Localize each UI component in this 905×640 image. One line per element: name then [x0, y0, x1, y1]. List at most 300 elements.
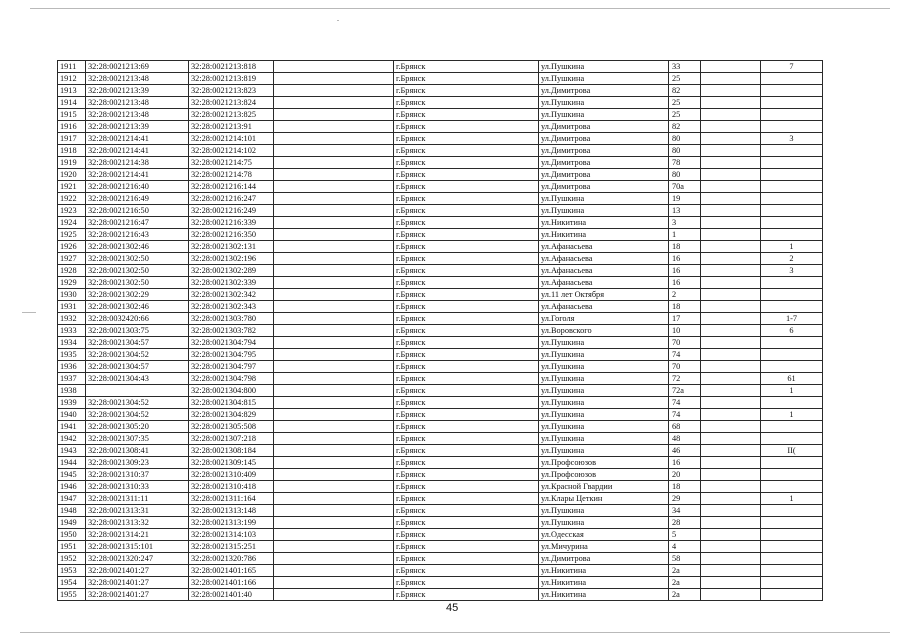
cell-blank [701, 133, 761, 145]
cell-house-number: 28 [669, 517, 701, 529]
cell-apartment-number: 1 [761, 385, 823, 397]
cell-cadastral-number-object: 32:28:0021303:780 [189, 313, 274, 325]
cell-blank [701, 517, 761, 529]
cell-row-number: 1939 [58, 397, 86, 409]
cell-blank [701, 385, 761, 397]
cell-blank [701, 109, 761, 121]
cell-row-number: 1932 [58, 313, 86, 325]
cell-cadastral-number-object: 32:28:0021313:148 [189, 505, 274, 517]
cell-blank [701, 121, 761, 133]
cell-house-number: 16 [669, 277, 701, 289]
cell-row-number: 1914 [58, 97, 86, 109]
table-row [58, 169, 823, 181]
cell-street: ул.11 лет Октября [539, 289, 669, 301]
cell-apartment-number [761, 301, 823, 313]
cell-cadastral-number-parcel: 32:28:0021311:11 [86, 493, 189, 505]
cell-street: ул.Мичурина [539, 541, 669, 553]
cell-cadastral-number-parcel: 32:28:0021309:23 [86, 457, 189, 469]
cell-row-number: 1941 [58, 421, 86, 433]
cell-blank [274, 421, 394, 433]
scan-mark-dot [337, 20, 339, 21]
cell-cadastral-number-object: 32:28:0021303:782 [189, 325, 274, 337]
cell-city: г.Брянск [394, 193, 539, 205]
cell-cadastral-number-parcel: 32:28:0021302:46 [86, 301, 189, 313]
cell-street: ул.Профсоюзов [539, 457, 669, 469]
cell-blank [701, 277, 761, 289]
table-row [58, 517, 823, 529]
cell-cadastral-number-parcel: 32:28:0021302:50 [86, 253, 189, 265]
cell-row-number: 1921 [58, 181, 86, 193]
cell-blank [274, 541, 394, 553]
cell-apartment-number [761, 169, 823, 181]
cell-blank [701, 313, 761, 325]
cell-blank [701, 361, 761, 373]
cell-city: г.Брянск [394, 565, 539, 577]
cell-blank [701, 349, 761, 361]
cell-apartment-number [761, 97, 823, 109]
cell-apartment-number: 1 [761, 493, 823, 505]
cell-street: ул.Пушкина [539, 337, 669, 349]
cell-city: г.Брянск [394, 529, 539, 541]
cell-house-number: 5 [669, 529, 701, 541]
cell-blank [274, 121, 394, 133]
cell-cadastral-number-object: 32:28:0021304:797 [189, 361, 274, 373]
cell-cadastral-number-object: 32:28:0021304:829 [189, 409, 274, 421]
cell-blank [274, 205, 394, 217]
cell-blank [274, 397, 394, 409]
cell-house-number: 33 [669, 61, 701, 73]
cell-cadastral-number-object: 32:28:0021214:102 [189, 145, 274, 157]
cell-blank [701, 553, 761, 565]
cell-city: г.Брянск [394, 553, 539, 565]
cell-cadastral-number-object: 32:28:0021302:342 [189, 289, 274, 301]
cell-row-number: 1923 [58, 205, 86, 217]
cell-blank [701, 205, 761, 217]
cell-apartment-number [761, 73, 823, 85]
cell-blank [701, 589, 761, 601]
cell-house-number: 48 [669, 433, 701, 445]
cell-blank [274, 445, 394, 457]
cell-street: ул.Пушкина [539, 349, 669, 361]
cell-blank [274, 301, 394, 313]
cell-apartment-number [761, 157, 823, 169]
cell-street: ул.Пушкина [539, 97, 669, 109]
cell-cadastral-number-object: 32:28:0021213:91 [189, 121, 274, 133]
cell-row-number: 1945 [58, 469, 86, 481]
cell-cadastral-number-object: 32:28:0021304:815 [189, 397, 274, 409]
cell-cadastral-number-parcel: 32:28:0021313:31 [86, 505, 189, 517]
cell-cadastral-number-object: 32:28:0021213:818 [189, 61, 274, 73]
cell-row-number: 1925 [58, 229, 86, 241]
cell-blank [701, 337, 761, 349]
cell-street: ул.Афанасьева [539, 253, 669, 265]
cell-house-number: 2а [669, 577, 701, 589]
cell-blank [274, 157, 394, 169]
cell-street: ул.Димитрова [539, 157, 669, 169]
cell-city: г.Брянск [394, 349, 539, 361]
cell-blank [274, 97, 394, 109]
table-row [58, 457, 823, 469]
cell-city: г.Брянск [394, 217, 539, 229]
cell-street: ул.Пушкина [539, 397, 669, 409]
cell-blank [274, 229, 394, 241]
cell-cadastral-number-parcel: 32:28:0021313:32 [86, 517, 189, 529]
cell-cadastral-number-parcel: 32:28:0021213:48 [86, 97, 189, 109]
cell-street: ул.Клары Цеткин [539, 493, 669, 505]
cell-house-number: 25 [669, 97, 701, 109]
cell-city: г.Брянск [394, 157, 539, 169]
cell-apartment-number: II( [761, 445, 823, 457]
cell-house-number: 1 [669, 229, 701, 241]
cell-house-number: 2а [669, 565, 701, 577]
cell-blank [701, 301, 761, 313]
cell-cadastral-number-parcel: 32:28:0021304:57 [86, 361, 189, 373]
cell-blank [701, 265, 761, 277]
cell-blank [274, 241, 394, 253]
cell-cadastral-number-parcel: 32:28:0021216:40 [86, 181, 189, 193]
cell-row-number: 1924 [58, 217, 86, 229]
cell-city: г.Брянск [394, 409, 539, 421]
cell-blank [274, 325, 394, 337]
cell-house-number: 16 [669, 253, 701, 265]
cell-city: г.Брянск [394, 433, 539, 445]
page-number: 45 [446, 602, 459, 614]
cell-street: ул.Димитрова [539, 145, 669, 157]
cell-apartment-number [761, 421, 823, 433]
cell-blank [274, 361, 394, 373]
table-row [58, 61, 823, 73]
cell-apartment-number [761, 469, 823, 481]
cell-blank [701, 241, 761, 253]
cell-house-number: 72а [669, 385, 701, 397]
cell-city: г.Брянск [394, 265, 539, 277]
cell-street: ул.Никитина [539, 229, 669, 241]
cell-blank [274, 61, 394, 73]
cell-house-number: 25 [669, 73, 701, 85]
cell-row-number: 1933 [58, 325, 86, 337]
cell-cadastral-number-parcel: 32:28:0021310:33 [86, 481, 189, 493]
cell-city: г.Брянск [394, 457, 539, 469]
cell-blank [701, 373, 761, 385]
cell-cadastral-number-object: 32:28:0021216:247 [189, 193, 274, 205]
cell-street: ул.Димитрова [539, 169, 669, 181]
cell-apartment-number [761, 577, 823, 589]
cell-cadastral-number-parcel: 32:28:0021315:101 [86, 541, 189, 553]
cell-house-number: 29 [669, 493, 701, 505]
cell-street: ул.Афанасьева [539, 265, 669, 277]
cell-house-number: 18 [669, 241, 701, 253]
cell-blank [701, 169, 761, 181]
cell-blank [701, 217, 761, 229]
table-row [58, 205, 823, 217]
cell-cadastral-number-parcel: 32:28:0021216:50 [86, 205, 189, 217]
table-row [58, 217, 823, 229]
cell-cadastral-number-parcel: 32:28:0021304:43 [86, 373, 189, 385]
cell-city: г.Брянск [394, 541, 539, 553]
cell-blank [274, 589, 394, 601]
cell-cadastral-number-parcel: 32:28:0021302:50 [86, 277, 189, 289]
cell-row-number: 1948 [58, 505, 86, 517]
table-row [58, 241, 823, 253]
cell-blank [701, 193, 761, 205]
cell-house-number: 74 [669, 349, 701, 361]
cell-city: г.Брянск [394, 325, 539, 337]
cell-apartment-number: 61 [761, 373, 823, 385]
cell-city: г.Брянск [394, 61, 539, 73]
cell-city: г.Брянск [394, 277, 539, 289]
cell-blank [701, 577, 761, 589]
cell-cadastral-number-parcel: 32:28:0021304:52 [86, 409, 189, 421]
registry-table-body [58, 61, 823, 601]
cell-cadastral-number-object: 32:28:0021313:199 [189, 517, 274, 529]
cell-cadastral-number-object: 32:28:0021216:350 [189, 229, 274, 241]
cell-cadastral-number-parcel: 32:28:0032420:66 [86, 313, 189, 325]
cell-cadastral-number-parcel: 32:28:0021302:50 [86, 265, 189, 277]
cell-apartment-number [761, 337, 823, 349]
cell-cadastral-number-parcel: 32:28:0021401:27 [86, 589, 189, 601]
table-row [58, 229, 823, 241]
cell-house-number: 68 [669, 421, 701, 433]
cell-street: ул.Пушкина [539, 109, 669, 121]
cell-street: ул.Димитрова [539, 553, 669, 565]
cell-blank [274, 373, 394, 385]
cell-blank [701, 97, 761, 109]
cell-apartment-number: 2 [761, 253, 823, 265]
cell-blank [701, 253, 761, 265]
cell-blank [701, 565, 761, 577]
cell-house-number: 13 [669, 205, 701, 217]
cell-apartment-number [761, 217, 823, 229]
cell-cadastral-number-object: 32:28:0021308:184 [189, 445, 274, 457]
cell-blank [701, 481, 761, 493]
cell-cadastral-number-parcel: 32:28:0021213:48 [86, 73, 189, 85]
cell-cadastral-number-object: 32:28:0021304:798 [189, 373, 274, 385]
cell-street: ул.Пушкина [539, 505, 669, 517]
cell-house-number: 74 [669, 409, 701, 421]
cell-cadastral-number-object: 32:28:0021213:823 [189, 85, 274, 97]
cell-apartment-number [761, 553, 823, 565]
cell-blank [701, 529, 761, 541]
cell-apartment-number [761, 589, 823, 601]
cell-apartment-number [761, 193, 823, 205]
cell-row-number: 1926 [58, 241, 86, 253]
cell-street: ул.Димитрова [539, 133, 669, 145]
cell-row-number: 1950 [58, 529, 86, 541]
cell-house-number: 80 [669, 169, 701, 181]
cell-street: ул.Пушкина [539, 433, 669, 445]
cell-cadastral-number-object: 32:28:0021307:218 [189, 433, 274, 445]
table-row [58, 481, 823, 493]
table-row [58, 433, 823, 445]
cell-house-number: 46 [669, 445, 701, 457]
cell-cadastral-number-object: 32:28:0021304:794 [189, 337, 274, 349]
cell-city: г.Брянск [394, 301, 539, 313]
table-row [58, 409, 823, 421]
table-row [58, 385, 823, 397]
cell-house-number: 3 [669, 217, 701, 229]
cell-house-number: 2 [669, 289, 701, 301]
cell-house-number: 80 [669, 145, 701, 157]
cell-blank [274, 493, 394, 505]
cell-blank [274, 553, 394, 565]
cell-blank [274, 85, 394, 97]
cell-row-number: 1922 [58, 193, 86, 205]
cell-apartment-number [761, 529, 823, 541]
cell-city: г.Брянск [394, 421, 539, 433]
cell-house-number: 2а [669, 589, 701, 601]
cell-cadastral-number-parcel: 32:28:0021307:35 [86, 433, 189, 445]
cell-city: г.Брянск [394, 469, 539, 481]
cell-blank [701, 493, 761, 505]
cell-house-number: 70 [669, 337, 701, 349]
cell-blank [274, 505, 394, 517]
cell-city: г.Брянск [394, 505, 539, 517]
cell-city: г.Брянск [394, 289, 539, 301]
cell-blank [274, 145, 394, 157]
cell-street: ул.Никитина [539, 577, 669, 589]
cell-apartment-number [761, 565, 823, 577]
cell-cadastral-number-object: 32:28:0021302:343 [189, 301, 274, 313]
cell-blank [274, 181, 394, 193]
cell-blank [701, 457, 761, 469]
cell-city: г.Брянск [394, 205, 539, 217]
cell-cadastral-number-object: 32:28:0021214:101 [189, 133, 274, 145]
cell-cadastral-number-parcel: 32:28:0021304:52 [86, 397, 189, 409]
cell-cadastral-number-object: 32:28:0021401:166 [189, 577, 274, 589]
cell-cadastral-number-object: 32:28:0021214:75 [189, 157, 274, 169]
cell-house-number: 58 [669, 553, 701, 565]
cell-row-number: 1937 [58, 373, 86, 385]
cell-cadastral-number-object: 32:28:0021304:795 [189, 349, 274, 361]
cell-blank [274, 481, 394, 493]
cell-row-number: 1942 [58, 433, 86, 445]
cell-street: ул.Воровского [539, 325, 669, 337]
cell-cadastral-number-object: 32:28:0021302:131 [189, 241, 274, 253]
cell-cadastral-number-parcel: 32:28:0021216:43 [86, 229, 189, 241]
cell-house-number: 4 [669, 541, 701, 553]
cell-blank [274, 253, 394, 265]
cell-city: г.Брянск [394, 517, 539, 529]
table-row [58, 577, 823, 589]
cell-cadastral-number-object: 32:28:0021314:103 [189, 529, 274, 541]
table-row [58, 277, 823, 289]
cell-street: ул.Одесская [539, 529, 669, 541]
cell-street: ул.Пушкина [539, 193, 669, 205]
cell-street: ул.Димитрова [539, 181, 669, 193]
cell-house-number: 10 [669, 325, 701, 337]
table-row [58, 109, 823, 121]
cell-row-number: 1949 [58, 517, 86, 529]
table-row [58, 529, 823, 541]
cell-city: г.Брянск [394, 589, 539, 601]
cell-row-number: 1919 [58, 157, 86, 169]
cell-blank [274, 109, 394, 121]
cell-street: ул.Гоголя [539, 313, 669, 325]
cell-cadastral-number-parcel: 32:28:0021310:37 [86, 469, 189, 481]
cell-cadastral-number-object: 32:28:0021216:249 [189, 205, 274, 217]
cell-blank [274, 457, 394, 469]
table-row [58, 361, 823, 373]
cell-blank [701, 229, 761, 241]
cell-cadastral-number-parcel: 32:28:0021320:247 [86, 553, 189, 565]
cell-cadastral-number-parcel: 32:28:0021314:21 [86, 529, 189, 541]
cell-apartment-number [761, 229, 823, 241]
table-row [58, 325, 823, 337]
scan-top-line [30, 8, 890, 9]
cell-city: г.Брянск [394, 85, 539, 97]
cell-apartment-number: 1-7 [761, 313, 823, 325]
table-row [58, 349, 823, 361]
cell-cadastral-number-object: 32:28:0021213:824 [189, 97, 274, 109]
cell-blank [274, 577, 394, 589]
cell-blank [274, 469, 394, 481]
cell-cadastral-number-parcel: 32:28:0021214:41 [86, 133, 189, 145]
cell-house-number: 16 [669, 265, 701, 277]
table-row [58, 541, 823, 553]
cell-row-number: 1929 [58, 277, 86, 289]
cell-blank [701, 145, 761, 157]
cell-blank [701, 181, 761, 193]
cell-house-number: 19 [669, 193, 701, 205]
cell-apartment-number: 3 [761, 133, 823, 145]
cell-apartment-number [761, 109, 823, 121]
cell-city: г.Брянск [394, 241, 539, 253]
cell-city: г.Брянск [394, 373, 539, 385]
cell-city: г.Брянск [394, 109, 539, 121]
cell-apartment-number: 7 [761, 61, 823, 73]
table-row [58, 337, 823, 349]
cell-city: г.Брянск [394, 361, 539, 373]
cell-street: ул.Афанасьева [539, 241, 669, 253]
cell-house-number: 34 [669, 505, 701, 517]
cell-row-number: 1930 [58, 289, 86, 301]
cell-house-number: 70 [669, 361, 701, 373]
cell-cadastral-number-parcel: 32:28:0021213:39 [86, 85, 189, 97]
cell-cadastral-number-parcel: 32:28:0021304:52 [86, 349, 189, 361]
cell-row-number: 1952 [58, 553, 86, 565]
cell-street: ул.Никитина [539, 217, 669, 229]
cell-city: г.Брянск [394, 481, 539, 493]
cell-street: ул.Пушкина [539, 361, 669, 373]
cell-apartment-number [761, 541, 823, 553]
table-row [58, 121, 823, 133]
cell-house-number: 72 [669, 373, 701, 385]
table-row [58, 265, 823, 277]
cell-cadastral-number-object: 32:28:0021213:825 [189, 109, 274, 121]
cell-city: г.Брянск [394, 253, 539, 265]
cell-house-number: 18 [669, 301, 701, 313]
cell-cadastral-number-object: 32:28:0021401:165 [189, 565, 274, 577]
cell-cadastral-number-object: 32:28:0021216:339 [189, 217, 274, 229]
cell-apartment-number [761, 433, 823, 445]
cell-blank [701, 325, 761, 337]
cell-apartment-number [761, 121, 823, 133]
cell-blank [274, 385, 394, 397]
cell-cadastral-number-object: 32:28:0021401:40 [189, 589, 274, 601]
table-row [58, 565, 823, 577]
cell-cadastral-number-object: 32:28:0021302:289 [189, 265, 274, 277]
cell-city: г.Брянск [394, 145, 539, 157]
cell-cadastral-number-object: 32:28:0021305:508 [189, 421, 274, 433]
cell-cadastral-number-parcel: 32:28:0021303:75 [86, 325, 189, 337]
cell-city: г.Брянск [394, 445, 539, 457]
cell-city: г.Брянск [394, 169, 539, 181]
cell-row-number: 1931 [58, 301, 86, 313]
cell-row-number: 1912 [58, 73, 86, 85]
cell-row-number: 1938 [58, 385, 86, 397]
cell-apartment-number: 1 [761, 409, 823, 421]
cell-apartment-number [761, 457, 823, 469]
